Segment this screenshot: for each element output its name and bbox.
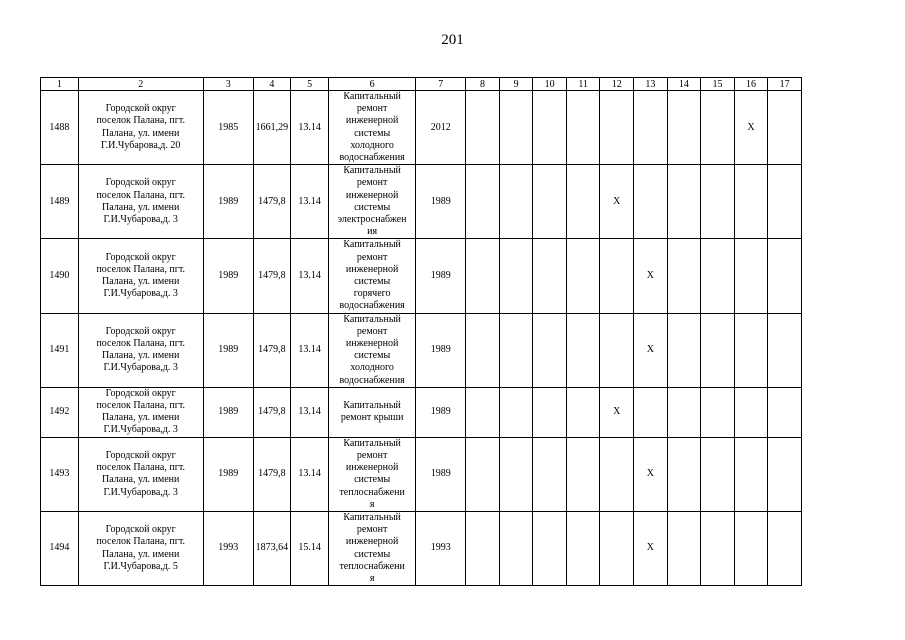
address-cell: Городской округ поселок Палана, пгт. Палана, ул. имени Г.И.Чубарова,д. 3 — [78, 387, 203, 437]
build-year-cell: 1985 — [203, 91, 253, 165]
column-number: 9 — [499, 78, 533, 91]
code-cell: 15.14 — [291, 511, 329, 585]
mark-cell-col-8 — [466, 165, 500, 239]
mark-cell-col-12 — [600, 511, 634, 585]
mark-cell-col-15 — [701, 165, 735, 239]
mark-cell-col-12: X — [600, 387, 634, 437]
column-number: 1 — [41, 78, 79, 91]
column-number: 2 — [78, 78, 203, 91]
mark-cell-col-8 — [466, 511, 500, 585]
row-number-cell: 1492 — [41, 387, 79, 437]
table-row — [41, 239, 802, 313]
row-number-cell: 1494 — [41, 511, 79, 585]
mark-cell-col-9 — [499, 165, 533, 239]
table-row — [41, 387, 802, 437]
table-row — [41, 511, 802, 585]
mark-cell-col-8 — [466, 91, 500, 165]
area-cell: 1479,8 — [253, 437, 291, 511]
code-cell: 13.14 — [291, 387, 329, 437]
row-number-cell: 1493 — [41, 437, 79, 511]
work-type-cell: Капитальный ремонт инженерной системы холодного водоснабжения — [328, 91, 415, 165]
address-cell: Городской округ поселок Палана, пгт. Палана, ул. имени Г.И.Чубарова,д. 20 — [78, 91, 203, 165]
column-number: 17 — [768, 78, 802, 91]
mark-cell-col-14 — [667, 387, 701, 437]
work-type-cell: Капитальный ремонт инженерной системы электроснабжен ия — [328, 165, 415, 239]
mark-cell-col-12 — [600, 91, 634, 165]
mark-cell-col-12 — [600, 437, 634, 511]
mark-cell-col-9 — [499, 387, 533, 437]
mark-cell-col-13 — [634, 91, 668, 165]
mark-cell-col-17 — [768, 313, 802, 387]
address-cell: Городской округ поселок Палана, пгт. Палана, ул. имени Г.И.Чубарова,д. 3 — [78, 313, 203, 387]
work-type-cell: Капитальный ремонт инженерной системы теплоснабжени я — [328, 437, 415, 511]
plan-year-cell: 1989 — [416, 387, 466, 437]
plan-year-cell: 1989 — [416, 313, 466, 387]
build-year-cell: 1989 — [203, 239, 253, 313]
work-type-cell: Капитальный ремонт инженерной системы холодного водоснабжения — [328, 313, 415, 387]
mark-cell-col-13 — [634, 387, 668, 437]
column-number: 11 — [566, 78, 600, 91]
column-number: 8 — [466, 78, 500, 91]
build-year-cell: 1989 — [203, 387, 253, 437]
mark-cell-col-12 — [600, 313, 634, 387]
mark-cell-col-15 — [701, 239, 735, 313]
mark-cell-col-13: X — [634, 437, 668, 511]
mark-cell-col-10 — [533, 313, 567, 387]
mark-cell-col-10 — [533, 165, 567, 239]
repair-schedule-table — [40, 77, 802, 586]
table-row — [41, 313, 802, 387]
code-cell: 13.14 — [291, 165, 329, 239]
mark-cell-col-15 — [701, 437, 735, 511]
area-cell: 1479,8 — [253, 387, 291, 437]
plan-year-cell: 2012 — [416, 91, 466, 165]
column-number: 12 — [600, 78, 634, 91]
mark-cell-col-11 — [566, 437, 600, 511]
mark-cell-col-14 — [667, 165, 701, 239]
address-cell: Городской округ поселок Палана, пгт. Палана, ул. имени Г.И.Чубарова,д. 3 — [78, 437, 203, 511]
mark-cell-col-11 — [566, 91, 600, 165]
column-number: 16 — [734, 78, 768, 91]
mark-cell-col-8 — [466, 387, 500, 437]
mark-cell-col-17 — [768, 239, 802, 313]
mark-cell-col-14 — [667, 511, 701, 585]
mark-cell-col-17 — [768, 511, 802, 585]
mark-cell-col-13 — [634, 165, 668, 239]
mark-cell-col-9 — [499, 313, 533, 387]
table-row — [41, 437, 802, 511]
plan-year-cell: 1989 — [416, 239, 466, 313]
plan-year-cell: 1989 — [416, 165, 466, 239]
table-row — [41, 91, 802, 165]
mark-cell-col-15 — [701, 91, 735, 165]
mark-cell-col-14 — [667, 437, 701, 511]
mark-cell-col-9 — [499, 239, 533, 313]
mark-cell-col-13: X — [634, 239, 668, 313]
area-cell: 1479,8 — [253, 165, 291, 239]
mark-cell-col-16: X — [734, 91, 768, 165]
table-body — [41, 78, 802, 586]
table-row — [41, 165, 802, 239]
mark-cell-col-12 — [600, 239, 634, 313]
column-number: 6 — [328, 78, 415, 91]
code-cell: 13.14 — [291, 313, 329, 387]
work-type-cell: Капитальный ремонт крыши — [328, 387, 415, 437]
plan-year-cell: 1993 — [416, 511, 466, 585]
mark-cell-col-10 — [533, 239, 567, 313]
mark-cell-col-14 — [667, 91, 701, 165]
mark-cell-col-11 — [566, 313, 600, 387]
column-number: 7 — [416, 78, 466, 91]
mark-cell-col-11 — [566, 165, 600, 239]
mark-cell-col-11 — [566, 387, 600, 437]
mark-cell-col-15 — [701, 387, 735, 437]
row-number-cell: 1490 — [41, 239, 79, 313]
mark-cell-col-9 — [499, 91, 533, 165]
row-number-cell: 1488 — [41, 91, 79, 165]
mark-cell-col-10 — [533, 511, 567, 585]
code-cell: 13.14 — [291, 437, 329, 511]
mark-cell-col-11 — [566, 239, 600, 313]
mark-cell-col-13: X — [634, 511, 668, 585]
work-type-cell: Капитальный ремонт инженерной системы теплоснабжени я — [328, 511, 415, 585]
build-year-cell: 1989 — [203, 437, 253, 511]
mark-cell-col-8 — [466, 437, 500, 511]
mark-cell-col-15 — [701, 313, 735, 387]
column-number-row — [41, 78, 802, 91]
address-cell: Городской округ поселок Палана, пгт. Палана, ул. имени Г.И.Чубарова,д. 3 — [78, 239, 203, 313]
work-type-cell: Капитальный ремонт инженерной системы горячего водоснабжения — [328, 239, 415, 313]
mark-cell-col-16 — [734, 313, 768, 387]
mark-cell-col-10 — [533, 437, 567, 511]
mark-cell-col-8 — [466, 313, 500, 387]
mark-cell-col-14 — [667, 313, 701, 387]
plan-year-cell: 1989 — [416, 437, 466, 511]
column-number: 3 — [203, 78, 253, 91]
build-year-cell: 1989 — [203, 165, 253, 239]
build-year-cell: 1989 — [203, 313, 253, 387]
mark-cell-col-12: X — [600, 165, 634, 239]
mark-cell-col-17 — [768, 387, 802, 437]
column-number: 10 — [533, 78, 567, 91]
mark-cell-col-10 — [533, 91, 567, 165]
column-number: 5 — [291, 78, 329, 91]
mark-cell-col-16 — [734, 387, 768, 437]
address-cell: Городской округ поселок Палана, пгт. Палана, ул. имени Г.И.Чубарова,д. 5 — [78, 511, 203, 585]
mark-cell-col-8 — [466, 239, 500, 313]
mark-cell-col-16 — [734, 165, 768, 239]
column-number: 13 — [634, 78, 668, 91]
mark-cell-col-15 — [701, 511, 735, 585]
column-number: 14 — [667, 78, 701, 91]
area-cell: 1661,29 — [253, 91, 291, 165]
mark-cell-col-17 — [768, 165, 802, 239]
area-cell: 1873,64 — [253, 511, 291, 585]
address-cell: Городской округ поселок Палана, пгт. Палана, ул. имени Г.И.Чубарова,д. 3 — [78, 165, 203, 239]
mark-cell-col-11 — [566, 511, 600, 585]
code-cell: 13.14 — [291, 91, 329, 165]
column-number: 4 — [253, 78, 291, 91]
row-number-cell: 1489 — [41, 165, 79, 239]
mark-cell-col-16 — [734, 511, 768, 585]
area-cell: 1479,8 — [253, 239, 291, 313]
row-number-cell: 1491 — [41, 313, 79, 387]
mark-cell-col-9 — [499, 437, 533, 511]
mark-cell-col-16 — [734, 239, 768, 313]
mark-cell-col-13: X — [634, 313, 668, 387]
area-cell: 1479,8 — [253, 313, 291, 387]
mark-cell-col-17 — [768, 437, 802, 511]
mark-cell-col-10 — [533, 387, 567, 437]
page-number: 201 — [441, 32, 464, 48]
mark-cell-col-9 — [499, 511, 533, 585]
code-cell: 13.14 — [291, 239, 329, 313]
column-number: 15 — [701, 78, 735, 91]
mark-cell-col-16 — [734, 437, 768, 511]
mark-cell-col-14 — [667, 239, 701, 313]
build-year-cell: 1993 — [203, 511, 253, 585]
mark-cell-col-17 — [768, 91, 802, 165]
